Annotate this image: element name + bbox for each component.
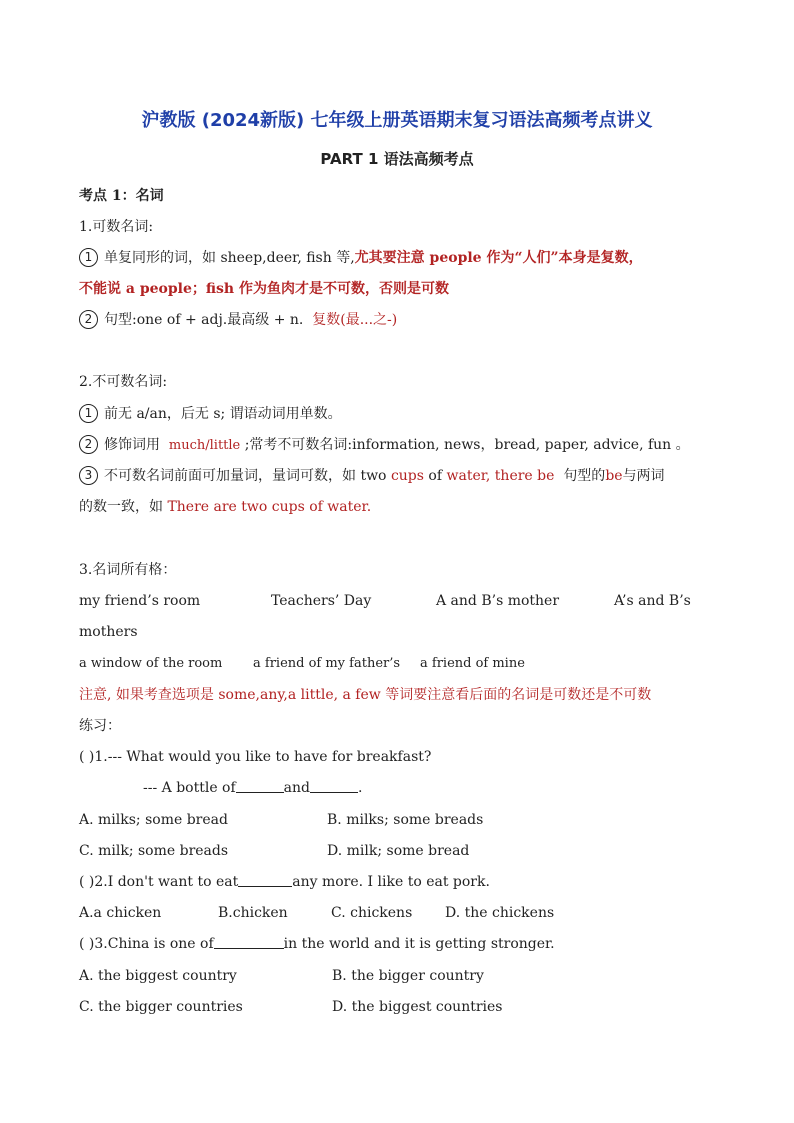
circled-number-2: 2 bbox=[79, 310, 98, 329]
circled-number-3: 3 bbox=[79, 466, 98, 485]
kaodian-heading: 考点 1：名词 bbox=[79, 188, 164, 204]
practice-heading: 练习： bbox=[79, 718, 121, 734]
question-text: and bbox=[283, 780, 310, 796]
emphasis-text: 尤其要注意 people 作为“人们”本身是复数， bbox=[354, 250, 643, 266]
possessive-example-4-cont: mothers bbox=[79, 624, 138, 640]
emphasis-text: much/little bbox=[168, 438, 241, 453]
answer-blank[interactable] bbox=[236, 779, 284, 793]
answer-blank[interactable] bbox=[310, 779, 358, 793]
document-title: 沪教版 (2024新版) 七年级上册英语期末复习语法高频考点讲义 bbox=[141, 110, 653, 131]
item-text: of bbox=[428, 468, 443, 484]
answer-paren[interactable]: ( ) bbox=[79, 874, 95, 890]
item-text: 句型的 bbox=[563, 468, 606, 484]
possessive-example-5: a window of the room bbox=[79, 656, 223, 671]
countable-item-1 bbox=[79, 248, 643, 268]
question-3-option-a[interactable]: A. the biggest country bbox=[79, 968, 237, 984]
question-text: 3.China is one of bbox=[94, 936, 214, 952]
circled-number-2: 2 bbox=[79, 435, 98, 454]
item-text: ;常考不可数名词:information, news，bread, paper, advice, fun 。 bbox=[244, 437, 690, 453]
uncountable-item-1 bbox=[79, 404, 342, 424]
question-text: . bbox=[358, 780, 363, 796]
countable-item-2 bbox=[79, 310, 397, 330]
question-2-option-b[interactable]: B.chicken bbox=[218, 905, 288, 921]
question-2-stem bbox=[79, 872, 490, 892]
item-text: 前无 a/an，后无 s; 谓语动词用单数。 bbox=[104, 406, 342, 422]
note-keywords: some,any,a little, a few bbox=[218, 687, 381, 703]
emphasis-text: cups bbox=[390, 468, 424, 484]
note-text: 等词要注意看后面的名词是可数还是不可数 bbox=[385, 687, 652, 703]
question-2-option-a[interactable]: A.a chicken bbox=[79, 905, 162, 921]
uncountable-nouns-heading: 2.不可数名词: bbox=[79, 374, 168, 390]
item-text: 单复同形的词，如 sheep,deer, fish 等, bbox=[104, 250, 355, 266]
question-3-option-b[interactable]: B. the bigger country bbox=[332, 968, 484, 984]
uncountable-item-2 bbox=[79, 435, 690, 456]
section-subtitle: PART 1 语法高频考点 bbox=[320, 150, 474, 168]
circled-number-1: 1 bbox=[79, 404, 98, 423]
question-text: any more. I like to eat pork. bbox=[292, 874, 490, 890]
answer-paren[interactable]: ( ) bbox=[79, 749, 95, 765]
question-1-line-2 bbox=[143, 778, 362, 798]
countable-nouns-heading: 1.可数名词: bbox=[79, 219, 154, 235]
item-text: 句型:one of + adj.最高级 + n. bbox=[104, 312, 304, 328]
possessive-example-4: A’s and B’s bbox=[614, 593, 691, 609]
uncountable-item-3-cont bbox=[79, 497, 371, 517]
question-2-option-c[interactable]: C. chickens bbox=[331, 905, 413, 921]
question-1-option-a[interactable]: A. milks; some bread bbox=[79, 812, 228, 828]
emphasis-text: be bbox=[605, 468, 623, 484]
question-2-option-d[interactable]: D. the chickens bbox=[445, 905, 555, 921]
question-text: --- A bottle of bbox=[143, 780, 236, 796]
possessive-example-2: Teachers’ Day bbox=[271, 593, 372, 609]
question-1-option-b[interactable]: B. milks; some breads bbox=[327, 812, 484, 828]
example-sentence: There are two cups of water. bbox=[167, 499, 372, 515]
possessive-example-1: my friend’s room bbox=[79, 593, 201, 609]
possessive-example-3: A and B’s mother bbox=[436, 593, 560, 609]
emphasis-text: water, there be bbox=[446, 468, 555, 484]
question-1-option-c[interactable]: C. milk; some breads bbox=[79, 843, 229, 859]
question-text: 1.--- What would you like to have for breakfast? bbox=[94, 749, 432, 765]
item-text: 不可数名词前面可加量词，量词可数，如 two bbox=[104, 468, 387, 484]
question-text: 2.I don't want to eat bbox=[94, 874, 239, 890]
possessive-example-7: a friend of mine bbox=[420, 656, 525, 671]
uncountable-item-3 bbox=[79, 466, 665, 486]
circled-number-1: 1 bbox=[79, 248, 98, 267]
emphasis-text: 复数(最...之-) bbox=[312, 312, 398, 328]
possessive-note bbox=[79, 685, 651, 705]
question-text: in the world and it is getting stronger. bbox=[283, 936, 555, 952]
answer-blank[interactable] bbox=[214, 935, 284, 949]
possessive-example-6: a friend of my father’s bbox=[253, 656, 401, 671]
item-text: 的数一致，如 bbox=[79, 499, 163, 515]
question-3-option-c[interactable]: C. the bigger countries bbox=[79, 999, 243, 1015]
countable-item-1-cont: 不能说 a people；fish 作为鱼肉才是不可数，否则是可数 bbox=[79, 281, 449, 297]
question-3-stem bbox=[79, 934, 555, 954]
answer-paren[interactable]: ( ) bbox=[79, 936, 95, 952]
answer-blank[interactable] bbox=[238, 873, 292, 887]
possessive-heading: 3.名词所有格： bbox=[79, 562, 177, 578]
note-text: 注意, 如果考查选项是 bbox=[79, 687, 214, 703]
item-text: 与两词 bbox=[622, 468, 665, 484]
question-1-option-d[interactable]: D. milk; some bread bbox=[327, 843, 470, 859]
question-3-option-d[interactable]: D. the biggest countries bbox=[332, 999, 503, 1015]
item-text: 修饰词用 bbox=[104, 437, 160, 453]
question-1-stem bbox=[79, 747, 431, 767]
